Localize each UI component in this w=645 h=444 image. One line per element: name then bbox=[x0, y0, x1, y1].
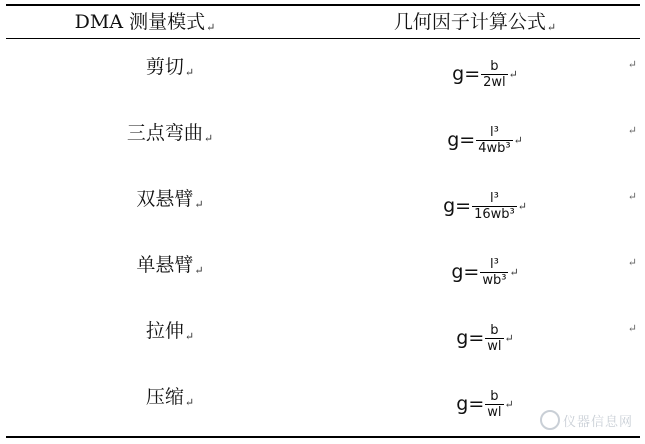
table-bottom-rule bbox=[6, 436, 640, 438]
paragraph-mark: ↵ bbox=[184, 66, 195, 79]
paragraph-mark: ↵ bbox=[546, 21, 557, 34]
formula-lhs: g= bbox=[451, 261, 480, 283]
mode-cell bbox=[40, 382, 300, 412]
mode-text: 压缩 bbox=[145, 386, 184, 408]
formula-fraction bbox=[476, 125, 512, 156]
header-formula-text: 几何因子计算公式 bbox=[393, 11, 546, 33]
table-row bbox=[0, 308, 645, 368]
mode-text: 单悬臂 bbox=[136, 254, 194, 276]
formula-lhs: g= bbox=[447, 129, 476, 151]
formula-numerator: l³ bbox=[489, 190, 499, 206]
formula-fraction bbox=[485, 323, 503, 354]
mode-cell bbox=[40, 184, 300, 214]
table-row bbox=[0, 44, 645, 104]
mode-text: 剪切 bbox=[145, 56, 184, 78]
formula-fraction bbox=[472, 191, 517, 222]
formula-fraction bbox=[481, 59, 508, 90]
formula-denominator: wl bbox=[487, 404, 502, 420]
table-row bbox=[0, 242, 645, 302]
paragraph-mark: ↵ bbox=[508, 67, 518, 81]
paragraph-mark: ↵ bbox=[517, 199, 527, 213]
mode-text: 双悬臂 bbox=[136, 188, 194, 210]
paragraph-mark: ↵ bbox=[194, 198, 204, 211]
formula-cell bbox=[330, 110, 640, 170]
formula-cell bbox=[330, 44, 640, 104]
table-row bbox=[0, 176, 645, 236]
formula-lhs: g= bbox=[456, 327, 485, 349]
row-end-mark: ↵ bbox=[627, 256, 637, 269]
paragraph-mark: ↵ bbox=[504, 397, 514, 411]
paragraph-mark: ↵ bbox=[513, 133, 523, 147]
row-end-mark: ↵ bbox=[627, 190, 637, 203]
formula-lhs: g= bbox=[456, 393, 485, 415]
table-top-rule bbox=[6, 4, 640, 6]
formula-denominator: wl bbox=[487, 338, 502, 354]
formula-denominator: 4wb³ bbox=[478, 140, 511, 156]
formula-numerator: b bbox=[490, 322, 499, 338]
paragraph-mark: ↵ bbox=[203, 132, 214, 145]
formula-denominator: 16wb³ bbox=[474, 206, 515, 222]
formula-cell bbox=[330, 176, 640, 236]
paragraph-mark: ↵ bbox=[509, 265, 519, 279]
header-formula bbox=[330, 8, 620, 36]
mode-cell bbox=[40, 316, 300, 346]
formula-numerator: b bbox=[490, 388, 499, 404]
formula-numerator: l³ bbox=[489, 256, 499, 272]
table-header-rule bbox=[6, 38, 640, 39]
mode-cell bbox=[40, 52, 300, 82]
paragraph-mark: ↵ bbox=[206, 21, 216, 34]
row-end-mark: ↵ bbox=[627, 124, 637, 137]
formula-numerator: b bbox=[490, 58, 499, 74]
formula-lhs: g= bbox=[452, 63, 481, 85]
mode-cell bbox=[40, 118, 300, 148]
formula-cell bbox=[330, 242, 640, 302]
formula-fraction bbox=[485, 389, 503, 420]
formula-denominator: 2wl bbox=[483, 74, 506, 90]
formula-denominator: wb³ bbox=[482, 272, 507, 288]
paragraph-mark: ↵ bbox=[184, 396, 195, 409]
header-mode bbox=[20, 8, 270, 36]
paragraph-mark: ↵ bbox=[504, 331, 514, 345]
paragraph-mark: ↵ bbox=[194, 264, 204, 277]
watermark-logo-icon bbox=[540, 410, 560, 430]
table-row bbox=[0, 110, 645, 170]
watermark-text: 仪器信息网 bbox=[562, 415, 633, 430]
mode-text: 拉伸 bbox=[145, 320, 184, 342]
formula-lhs: g= bbox=[443, 195, 472, 217]
watermark bbox=[540, 410, 633, 430]
formula-cell bbox=[330, 308, 640, 368]
formula-fraction bbox=[480, 257, 508, 288]
mode-cell bbox=[40, 250, 300, 280]
mode-text: 三点弯曲 bbox=[126, 122, 203, 144]
paragraph-mark: ↵ bbox=[184, 330, 195, 343]
row-end-mark: ↵ bbox=[627, 58, 637, 71]
formula-numerator: l³ bbox=[489, 124, 499, 140]
header-mode-text: DMA 测量模式 bbox=[74, 11, 206, 33]
row-end-mark: ↵ bbox=[627, 322, 637, 335]
